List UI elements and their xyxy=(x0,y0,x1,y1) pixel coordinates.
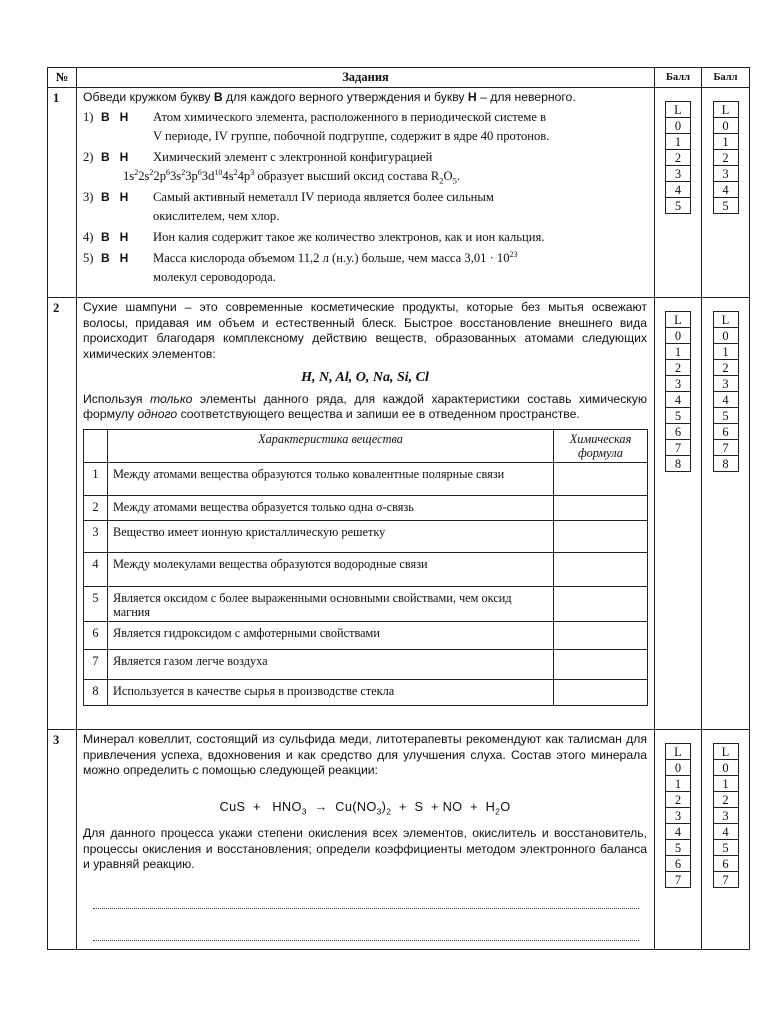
characteristic-cell: Является газом легче воздуха xyxy=(108,649,554,679)
header-num: № xyxy=(48,68,77,88)
header-score-2: Балл xyxy=(702,68,750,88)
task-2-score-box[interactable]: 0 xyxy=(666,328,691,344)
header-formula: Химическая формула xyxy=(554,429,648,462)
row-number: 7 xyxy=(84,649,108,679)
task-1-score-box[interactable]: 2 xyxy=(713,150,738,166)
characteristic-cell: Используется в качестве сырья в производстве стекла xyxy=(108,679,554,705)
circle-choice-5[interactable]: В Н xyxy=(101,250,129,265)
task-3-score-boxes-1 xyxy=(665,743,691,888)
task-2-score-boxes-2 xyxy=(713,311,739,472)
task-1-score-box[interactable]: 3 xyxy=(666,166,691,182)
task-2-score-box[interactable]: 0 xyxy=(713,328,738,344)
statement-1: 1) В Н Атом химического элемента, расположенного в периодической системе в V периоде, IV группе, побочной подгруппе, содержит в ядре 40 протонов. xyxy=(83,108,647,146)
table-row xyxy=(84,649,648,679)
characteristic-cell: Между атомами вещества образуется только одна σ-связь xyxy=(108,495,554,520)
task-1-score-box[interactable]: 0 xyxy=(713,118,738,134)
statement-3: 3) В Н Самый активный неметалл IV периода является более сильным окислителем, чем хлор. xyxy=(83,188,647,226)
task-1-score-box[interactable]: L xyxy=(666,102,691,118)
circle-choice-1[interactable]: В Н xyxy=(101,109,129,124)
reaction-equation: CuS + $HNO_3 \to Cu(NO_3)_2 + S$ + NO + $H_2O$ xyxy=(219,798,511,817)
table-row xyxy=(84,679,648,705)
tasks-table xyxy=(47,67,750,950)
task-1-score-box[interactable]: 3 xyxy=(713,166,738,182)
task-1-score-box[interactable]: 1 xyxy=(666,134,691,150)
task-2-score-box[interactable]: 7 xyxy=(713,440,738,456)
circle-choice-4[interactable]: В Н xyxy=(101,229,129,244)
task-3-instruction: Для данного процесса укажи степени окисления всех элементов, окислитель и восстановитель, процессы окисления и восстановления; определи коэффициенты методом электронного баланса и уравняй реакцию. xyxy=(83,826,647,871)
formula-answer-cell[interactable] xyxy=(554,679,648,705)
task-3-score-col-2 xyxy=(702,730,750,950)
task-2-score-box[interactable]: 1 xyxy=(666,344,691,360)
task-2-score-box[interactable]: L xyxy=(713,312,738,328)
task-1-score-boxes-1 xyxy=(665,101,691,214)
task-3-score-box[interactable]: 7 xyxy=(666,872,691,888)
task-2-score-box[interactable]: 6 xyxy=(713,424,738,440)
task-3-score-box[interactable]: 1 xyxy=(713,776,738,792)
statement-2: 2) В Н Химический элемент с электронной конфигурацией xyxy=(83,148,647,167)
task-3-score-box[interactable]: 6 xyxy=(713,856,738,872)
characteristic-cell: Между молекулами вещества образуются водородные связи xyxy=(108,552,554,586)
task-1-score-box[interactable]: 1 xyxy=(713,134,738,150)
task-3-score-box[interactable]: 2 xyxy=(713,792,738,808)
table-row xyxy=(84,586,648,621)
task-2-intro: Сухие шампуни – это современные косметические продукты, которые без мытья освежают волосы, придавая им объем и естественный блеск. Быстрое восстановление внешнего вида происходит благодаря комплексному действию веществ, образованных атомами следующих химических элементов: xyxy=(83,300,647,361)
task-3-score-box[interactable]: 3 xyxy=(713,808,738,824)
task-3-score-box[interactable]: 6 xyxy=(666,856,691,872)
task-2-score-box[interactable]: 2 xyxy=(666,360,691,376)
task-1-score-box[interactable]: 5 xyxy=(713,198,738,214)
task-2-score-box[interactable]: 4 xyxy=(666,392,691,408)
row-number: 6 xyxy=(84,621,108,649)
task-1-intro: Обведи кружком букву В для каждого верного утверждения и букву Н – для неверного. xyxy=(83,90,576,104)
task-2-score-box[interactable]: 3 xyxy=(666,376,691,392)
elements-list: H, N, Al, O, Na, Si, Cl xyxy=(301,370,429,385)
formula-answer-cell[interactable] xyxy=(554,462,648,495)
task-3-score-box[interactable]: 3 xyxy=(666,808,691,824)
formula-answer-cell[interactable] xyxy=(554,621,648,649)
task-2-row xyxy=(48,298,750,730)
header-characteristic: Характеристика вещества xyxy=(108,429,554,462)
task-3-score-box[interactable]: L xyxy=(713,744,738,760)
header-tasks: Задания xyxy=(77,68,655,88)
table-row xyxy=(84,495,648,520)
row-number: 2 xyxy=(84,495,108,520)
task-3-score-box[interactable]: 2 xyxy=(666,792,691,808)
task-1-score-boxes-2 xyxy=(713,101,739,214)
task-2-score-col-1 xyxy=(655,298,702,730)
task-2-score-box[interactable]: 5 xyxy=(666,408,691,424)
row-number: 3 xyxy=(84,520,108,552)
formula-answer-cell[interactable] xyxy=(554,552,648,586)
row-number: 8 xyxy=(84,679,108,705)
task-3-score-box[interactable]: 7 xyxy=(713,872,738,888)
answer-line-1[interactable] xyxy=(93,887,639,909)
task-2-score-box[interactable]: 7 xyxy=(666,440,691,456)
task-1-score-col-2 xyxy=(702,88,750,298)
task-3-score-box[interactable]: 0 xyxy=(713,760,738,776)
characteristic-cell: Является гидроксидом с амфотерными свойствами xyxy=(108,621,554,649)
task-3-score-box[interactable]: 0 xyxy=(666,760,691,776)
characteristic-cell: Между атомами вещества образуются только ковалентные полярные связи xyxy=(108,462,554,495)
task-2-score-box[interactable]: 2 xyxy=(713,360,738,376)
task-1-score-box[interactable]: 0 xyxy=(666,118,691,134)
task-3-score-box[interactable]: 5 xyxy=(713,840,738,856)
task-2-score-box[interactable]: 8 xyxy=(666,456,691,472)
task-1-row xyxy=(48,88,750,298)
formula-answer-cell[interactable] xyxy=(554,586,648,621)
characteristic-cell: Вещество имеет ионную кристаллическую решетку xyxy=(108,520,554,552)
task-2-score-box[interactable]: 5 xyxy=(713,408,738,424)
task-3-score-box[interactable]: L xyxy=(666,744,691,760)
task-1-score-box[interactable]: 5 xyxy=(666,198,691,214)
row-number: 1 xyxy=(84,462,108,495)
task-1-number: 1 xyxy=(48,88,77,298)
task-2-score-col-2 xyxy=(702,298,750,730)
task-3-score-box[interactable]: 4 xyxy=(713,824,738,840)
formula-answer-cell[interactable] xyxy=(554,495,648,520)
task-2-number: 2 xyxy=(48,298,77,730)
task-2-score-box[interactable]: 1 xyxy=(713,344,738,360)
circle-choice-2[interactable]: В Н xyxy=(101,149,129,164)
table-row xyxy=(84,621,648,649)
task-2-score-box[interactable]: 6 xyxy=(666,424,691,440)
characteristics-header xyxy=(84,429,648,462)
characteristic-cell: Является оксидом с более выраженными основными свойствами, чем оксид магния xyxy=(108,586,554,621)
table-row xyxy=(84,520,648,552)
task-3-score-box[interactable]: 1 xyxy=(666,776,691,792)
formula-answer-cell[interactable] xyxy=(554,649,648,679)
header-score-1: Балл xyxy=(655,68,702,88)
statement-5: 5) В Н Масса кислорода объемом 11,2 л (н.у.) больше, чем масса $3,01 \cdot 10^{23}$ молекул сероводорода. xyxy=(83,249,647,287)
task-1-score-box[interactable]: 4 xyxy=(666,182,691,198)
task-2-score-box[interactable]: 4 xyxy=(713,392,738,408)
task-2-score-box[interactable]: 3 xyxy=(713,376,738,392)
formula-answer-cell[interactable] xyxy=(554,520,648,552)
task-3-score-boxes-2 xyxy=(713,743,739,888)
task-1-score-box[interactable]: 2 xyxy=(666,150,691,166)
row-number: 5 xyxy=(84,586,108,621)
task-3-intro: Минерал ковеллит, состоящий из сульфида меди, литотерапевты рекомендуют как талисман для привлечения успеха, вдохновения и как средство для улучшения слуха. Состав этого минерала можно определить с помощью следующей реакции: xyxy=(83,732,647,777)
statement-4: 4) В Н Ион калия содержит такое же количество электронов, как и ион кальция. xyxy=(83,228,647,247)
characteristics-table xyxy=(83,429,648,706)
task-2-content xyxy=(77,298,655,730)
task-3-score-col-1 xyxy=(655,730,702,950)
task-1-score-box[interactable]: 4 xyxy=(713,182,738,198)
answer-line-2[interactable] xyxy=(93,919,639,941)
row-number: 4 xyxy=(84,552,108,586)
task-1-score-col-1 xyxy=(655,88,702,298)
table-row xyxy=(84,552,648,586)
task-1-score-box[interactable]: L xyxy=(713,102,738,118)
task-2-score-box[interactable]: 8 xyxy=(713,456,738,472)
circle-choice-3[interactable]: В Н xyxy=(101,189,129,204)
task-3-number: 3 xyxy=(48,730,77,950)
task-3-row xyxy=(48,730,750,950)
task-2-score-boxes-1 xyxy=(665,311,691,472)
header-row xyxy=(48,68,750,88)
statement-2-formula: $1s^22s^22p^63s^23p^63d^{10}4s^24p^3$ образует высший оксид состава $R_2O_5$. xyxy=(123,167,461,186)
task-1-content xyxy=(77,88,655,298)
task-3-content xyxy=(77,730,655,950)
task-2-instruction: Используя только элементы данного ряда, для каждой характеристики составь химическую формулу одного соответствующего вещества и запиши ее в отведенном пространстве. xyxy=(83,391,647,421)
task-3-score-box[interactable]: 5 xyxy=(666,840,691,856)
task-2-score-box[interactable]: L xyxy=(666,312,691,328)
task-3-score-box[interactable]: 4 xyxy=(666,824,691,840)
table-row xyxy=(84,462,648,495)
